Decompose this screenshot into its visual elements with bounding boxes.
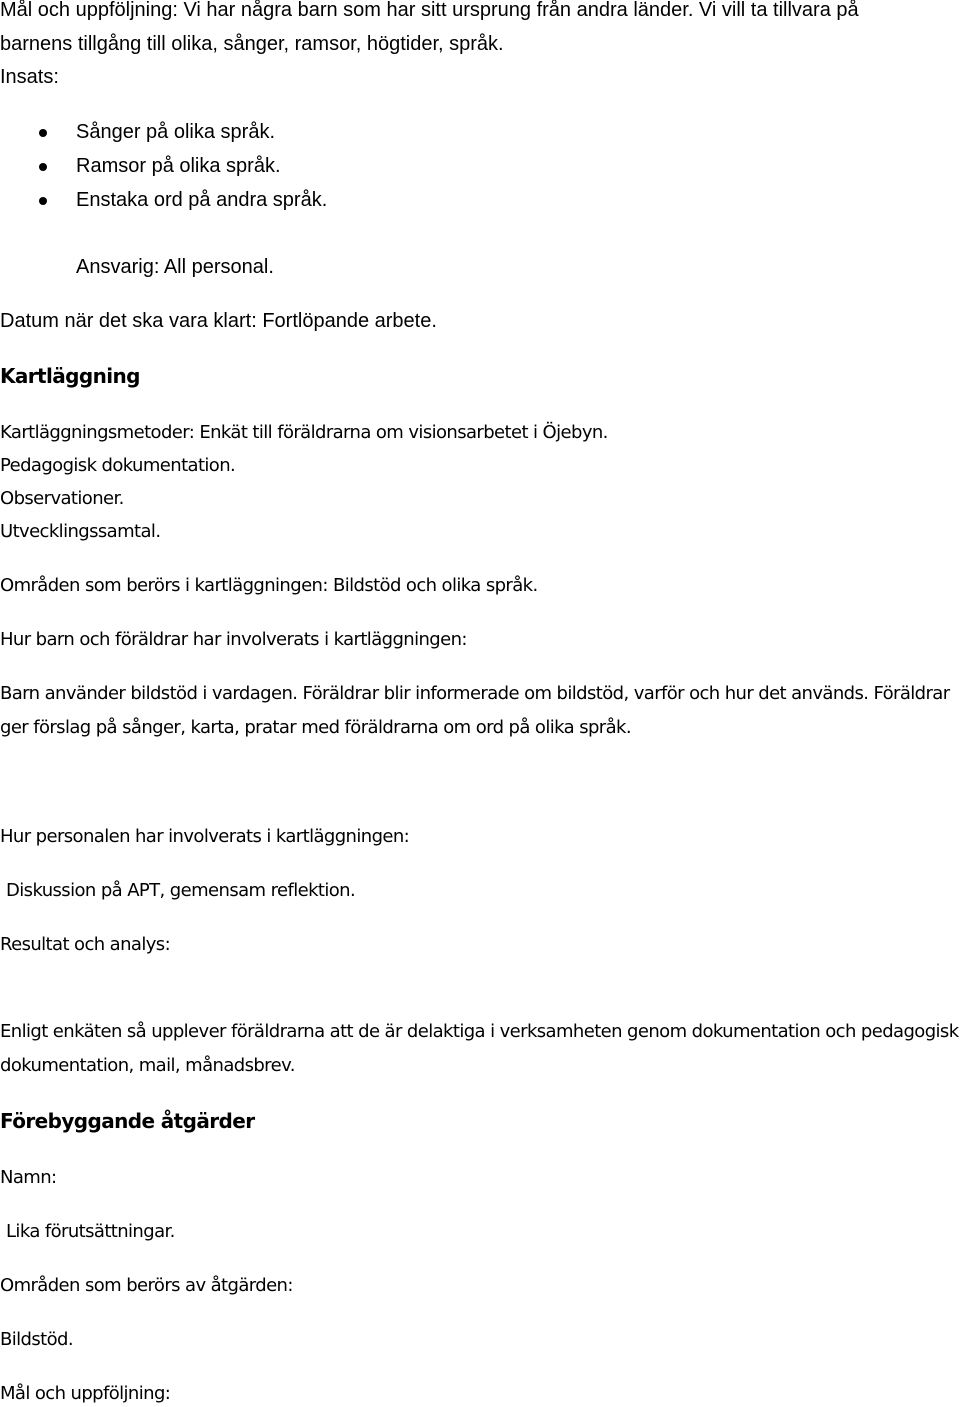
bullet-item: Ramsor på olika språk.	[76, 155, 281, 177]
mapping-method-line: Kartläggningsmetoder: Enkät till föräldrarna om visionsarbetet i Öjebyn.	[0, 422, 608, 443]
bullet-dot	[39, 163, 47, 171]
areas-label: Områden som berörs av åtgärden:	[0, 1275, 293, 1296]
section-heading-kartlaggning: Kartläggning	[0, 364, 140, 388]
goal-text-line2: barnens tillgång till olika, sånger, ramsor, högtider, språk.	[0, 33, 504, 55]
results-label: Resultat och analys:	[0, 934, 171, 955]
bullet-dot	[39, 197, 47, 205]
staff-text: Diskussion på APT, gemensam reflektion.	[6, 880, 356, 901]
mapping-method-line: Utvecklingssamtal.	[0, 521, 161, 542]
bullet-item: Sånger på olika språk.	[76, 121, 276, 143]
name-label: Namn:	[0, 1167, 57, 1188]
mapping-method-line: Pedagogisk dokumentation.	[0, 455, 236, 476]
children-parents-text: Barn använder bildstöd i vardagen. Föräldrar blir informerade om bildstöd, varför och hur det används. Föräldrar ger förslag på sånger, karta, pratar med föräldrarna om ord på olika språk.	[0, 683, 950, 738]
mapping-method-line: Observationer.	[0, 488, 124, 509]
results-text: Enligt enkäten så upplever föräldrarna att de är delaktiga i verksamheten genom dokumentation och pedagogisk dokumentation, mail, månadsbrev.	[0, 1021, 959, 1076]
date-text: Datum när det ska vara klart: Fortlöpande arbete.	[0, 310, 437, 332]
goal-text-line1: Mål och uppföljning: Vi har några barn som har sitt ursprung från andra länder. Vi vill ta tillvara på	[0, 0, 859, 21]
responsible-text: Ansvarig: All personal.	[76, 256, 274, 278]
areas-value: Bildstöd.	[0, 1329, 73, 1350]
mapping-areas-text: Områden som berörs i kartläggningen: Bildstöd och olika språk.	[0, 575, 538, 596]
staff-label: Hur personalen har involverats i kartläggningen:	[0, 826, 410, 847]
insats-label: Insats:	[0, 66, 59, 88]
bullet-item: Enstaka ord på andra språk.	[76, 189, 328, 211]
name-value: Lika förutsättningar.	[6, 1221, 175, 1242]
goal-label: Mål och uppföljning:	[0, 1383, 171, 1404]
bullet-dot	[39, 129, 47, 137]
section-heading-forebyggande: Förebyggande åtgärder	[0, 1109, 255, 1133]
children-parents-label: Hur barn och föräldrar har involverats i kartläggningen:	[0, 629, 467, 650]
